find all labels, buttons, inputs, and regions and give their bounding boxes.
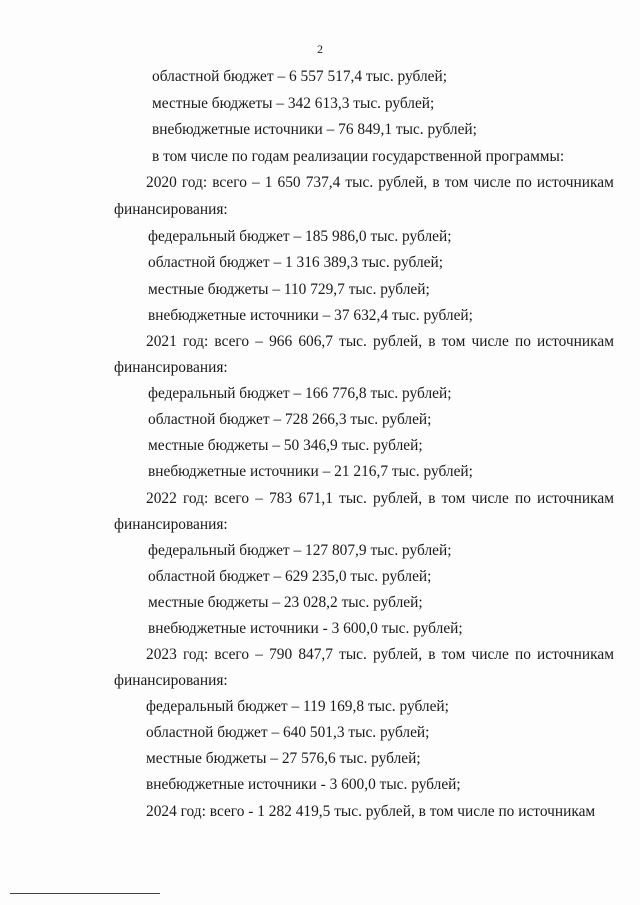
text-line: федеральный бюджет – 166 776,8 тыс. рублей; (148, 385, 452, 402)
word: 2022 (146, 490, 177, 507)
word: 783 (269, 490, 293, 507)
word: рублей, (373, 333, 423, 350)
text-line: местные бюджеты – 23 028,2 тыс. рублей; (148, 594, 423, 611)
word: в (428, 490, 436, 507)
word: тыс. (339, 490, 367, 507)
word: тыс. (339, 646, 367, 663)
text-line: в том числе по годам реализации государственной программы: (152, 148, 565, 165)
text-line: областной бюджет – 728 266,3 тыс. рублей; (148, 411, 432, 428)
word: всего (214, 646, 250, 663)
text-line: финансирования: (114, 359, 228, 376)
bottom-rule (10, 893, 160, 894)
word: – (255, 333, 263, 350)
text-line: федеральный бюджет – 127 807,9 тыс. рублей; (148, 542, 452, 559)
word: по (514, 646, 531, 663)
word: тыс. (345, 174, 374, 191)
word: в (428, 333, 436, 350)
text-line: финансирования: (114, 672, 228, 689)
word: 790 (269, 646, 293, 663)
word: 847,7 (298, 646, 333, 663)
word: в (428, 646, 436, 663)
word: том (441, 646, 466, 663)
text-line: местные бюджеты – 27 576,6 тыс. рублей; (146, 750, 421, 767)
word: всего (212, 174, 247, 191)
word: том (441, 333, 466, 350)
word: источникам (537, 333, 614, 350)
word: 1 (264, 174, 273, 191)
word: рублей, (373, 490, 423, 507)
word: – (255, 490, 263, 507)
text-line: внебюджетные источники – 21 216,7 тыс. рублей; (148, 463, 473, 480)
word: числе (471, 646, 509, 663)
word: тыс. (339, 333, 367, 350)
word: том (444, 174, 469, 191)
word: по (514, 333, 531, 350)
word: 2023 (146, 646, 177, 663)
word: числе (473, 174, 511, 191)
word: рублей, (373, 646, 423, 663)
word: 737,4 (305, 174, 341, 191)
text-line: областной бюджет – 629 235,0 тыс. рублей; (148, 568, 432, 585)
text-line: финансирования: (114, 516, 228, 533)
word: числе (471, 333, 509, 350)
word: год: (182, 490, 209, 507)
text-line: федеральный бюджет – 185 986,0 тыс. рублей; (148, 228, 452, 245)
word: 966 (269, 333, 293, 350)
text-line: внебюджетные источники - 3 600,0 тыс. рублей; (146, 776, 461, 793)
word: 2020 (146, 174, 177, 191)
word: год: (181, 174, 208, 191)
word: по (515, 174, 532, 191)
word: источникам (537, 646, 614, 663)
text-line: областной бюджет – 1 316 389,3 тыс. рублей; (148, 254, 443, 271)
word: 2021 (146, 333, 177, 350)
word: год: (182, 646, 209, 663)
text-line: областной бюджет – 6 557 517,4 тыс. рублей; (152, 68, 447, 85)
word: всего (214, 490, 250, 507)
word: – (255, 646, 263, 663)
word: всего (214, 333, 250, 350)
year-2023-line (146, 646, 614, 664)
text-line: внебюджетные источники – 76 849,1 тыс. рублей; (152, 121, 477, 138)
word: источникам (537, 490, 614, 507)
word: числе (471, 490, 509, 507)
year-2021-line (146, 333, 614, 351)
year-2024-line: 2024 год: всего - 1 282 419,5 тыс. рублей, в том числе по источникам (146, 803, 596, 820)
year-2022-line (146, 490, 614, 508)
word: том (441, 490, 466, 507)
word: в (432, 174, 440, 191)
year-2020-line (146, 174, 614, 192)
page-number: 2 (317, 42, 323, 56)
text-line: федеральный бюджет – 119 169,8 тыс. рублей; (146, 698, 449, 715)
text-line: местные бюджеты – 342 613,3 тыс. рублей; (152, 95, 435, 112)
word: – (251, 174, 260, 191)
word: 650 (277, 174, 301, 191)
text-line: внебюджетные источники - 3 600,0 тыс. рублей; (148, 620, 463, 637)
word: 606,7 (298, 333, 333, 350)
text-line: местные бюджеты – 50 346,9 тыс. рублей; (148, 437, 423, 454)
word: 671,1 (298, 490, 333, 507)
text-line: областной бюджет – 640 501,3 тыс. рублей; (146, 724, 430, 741)
text-line: местные бюджеты – 110 729,7 тыс. рублей; (148, 281, 430, 298)
word: рублей, (378, 174, 428, 191)
word: год: (182, 333, 209, 350)
word: по (514, 490, 531, 507)
text-line: внебюджетные источники – 37 632,4 тыс. рублей; (148, 307, 473, 324)
text-line: финансирования: (114, 201, 228, 218)
word: источникам (536, 174, 614, 191)
